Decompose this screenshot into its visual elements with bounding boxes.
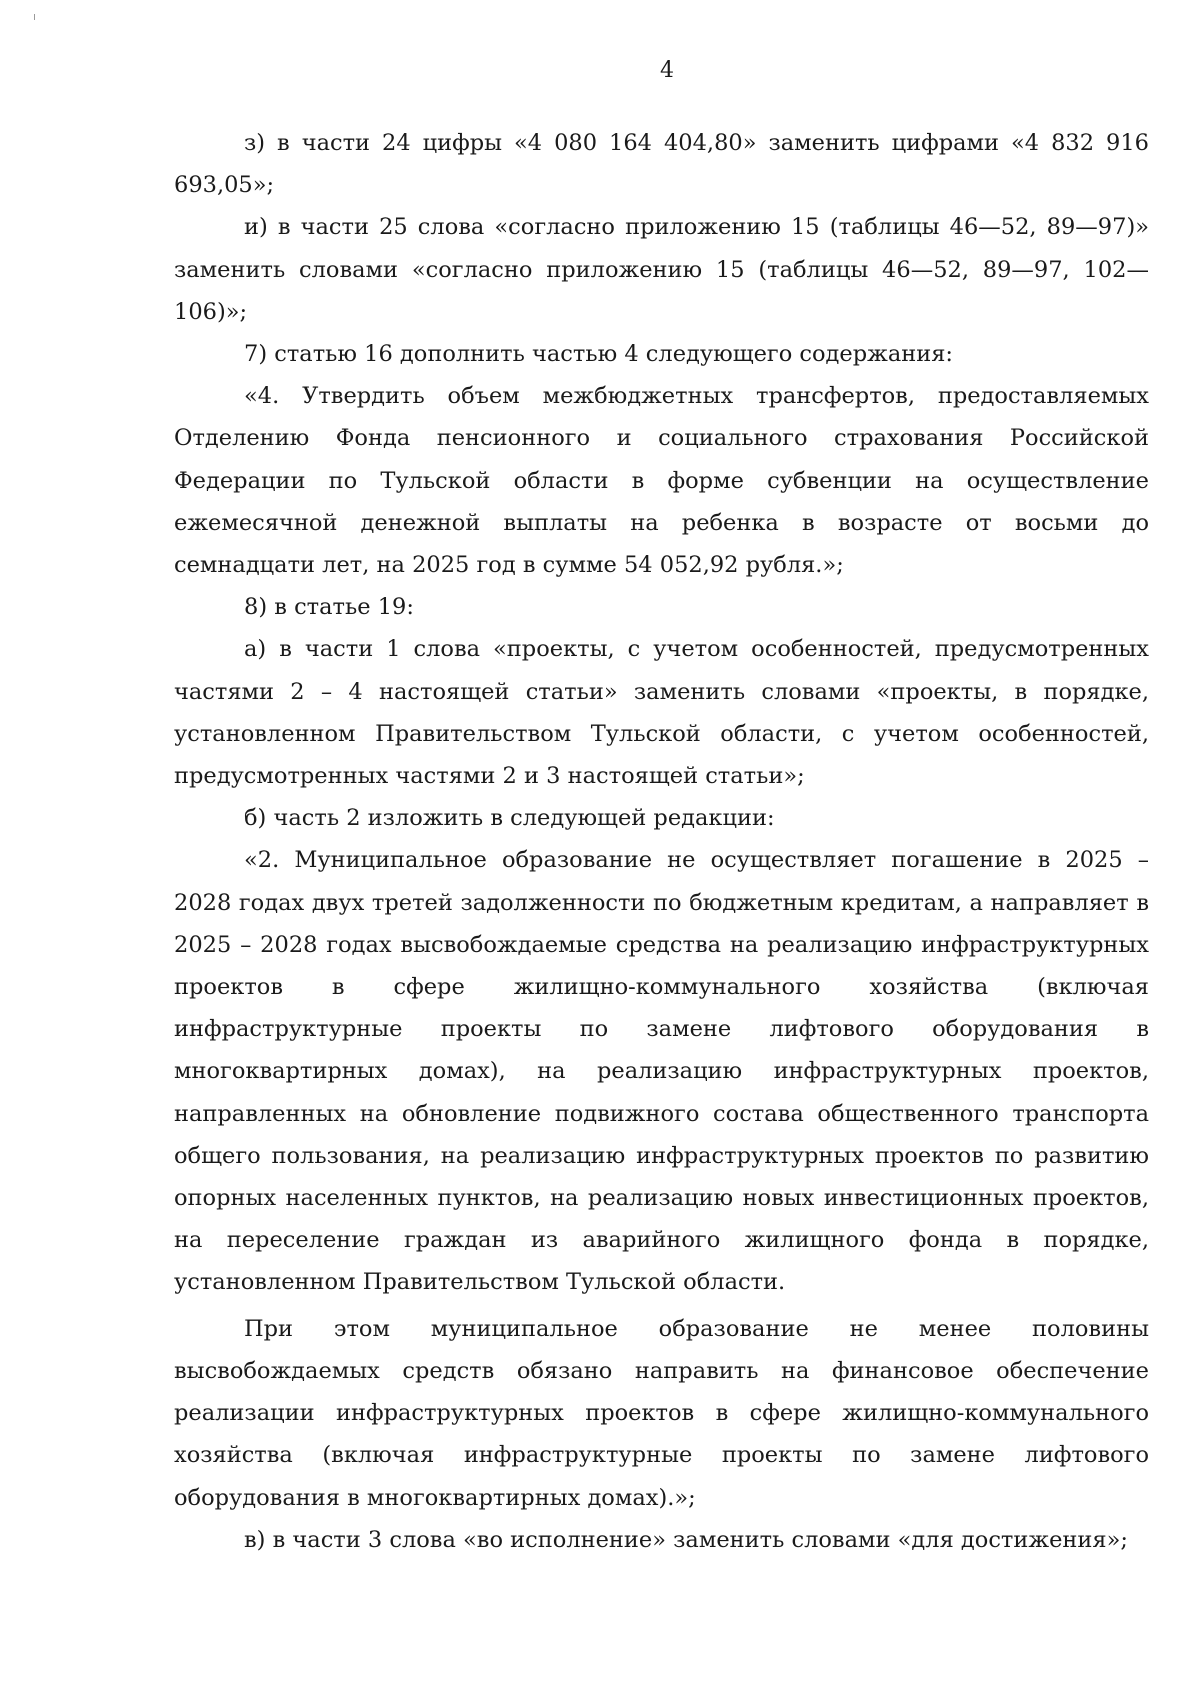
paragraph-z: з) в части 24 цифры «4 080 164 404,80» заменить цифрами «4 832 916 693,05»; bbox=[174, 130, 1149, 199]
paragraph-a: а) в части 1 слова «проекты, с учетом особенностей, предусмотренных частями 2 – 4 настоящей статьи» заменить словами «проекты, в порядке, установленном Правительством Тульской области, с учетом особенностей, предусмотренных частями 2 и 3 настоящей статьи»; bbox=[174, 636, 1149, 790]
paragraph-article-16-part-4: «4. Утвердить объем межбюджетных трансфертов, предоставляемых Отделению Фонда пенсионного и социального страхования Российской Федерации по Тульской области в форме субвенции на осуществление ежемесячной денежной выплаты на ребенка в возрасте от восьми до семнадцати лет, на 2025 год в сумме 54 052,92 рубля.»; bbox=[174, 383, 1149, 579]
paragraph-v: в) в части 3 слова «во исполнение» заменить словами «для достижения»; bbox=[244, 1526, 1128, 1553]
document-body bbox=[174, 122, 1149, 1561]
paragraph-article-19-part-2: «2. Муниципальное образование не осуществляет погашение в 2025 – 2028 годах двух третей задолженности по бюджетным кредитам, а направляет в 2025 – 2028 годах высвобождаемые средства на реализацию инфраструктурных проектов в сфере жилищно-коммунального хозяйства (включая инфраструктурные проекты по замене лифтового оборудования в многоквартирных домах), на реализацию инфраструктурных проектов, направленных на обновление подвижного состава общественного транспорта общего пользования, на реализацию инфраструктурных проектов по развитию опорных населенных пунктов, на реализацию новых инвестиционных проектов, на переселение граждан из аварийного жилищного фонда в порядке, установленном Правительством Тульской области. bbox=[174, 847, 1149, 1296]
page-number: 4 bbox=[660, 58, 674, 83]
paragraph-article-19-part-2-continued: При этом муниципальное образование не менее половины высвобождаемых средств обязано направить на финансовое обеспечение реализации инфраструктурных проектов в сфере жилищно-коммунального хозяйства (включая инфраструктурные проекты по замене лифтового оборудования в многоквартирных домах).»; bbox=[174, 1315, 1149, 1511]
paragraph-b: б) часть 2 изложить в следующей редакции: bbox=[244, 805, 775, 832]
paragraph-7: 7) статью 16 дополнить частью 4 следующего содержания: bbox=[244, 341, 954, 368]
paragraph-8: 8) в статье 19: bbox=[244, 594, 414, 621]
scan-mark bbox=[34, 14, 35, 20]
paragraph-i: и) в части 25 слова «согласно приложению 15 (таблицы 46—52, 89—97)» заменить словами «согласно приложению 15 (таблицы 46—52, 89—97, 102—106)»; bbox=[174, 214, 1149, 325]
